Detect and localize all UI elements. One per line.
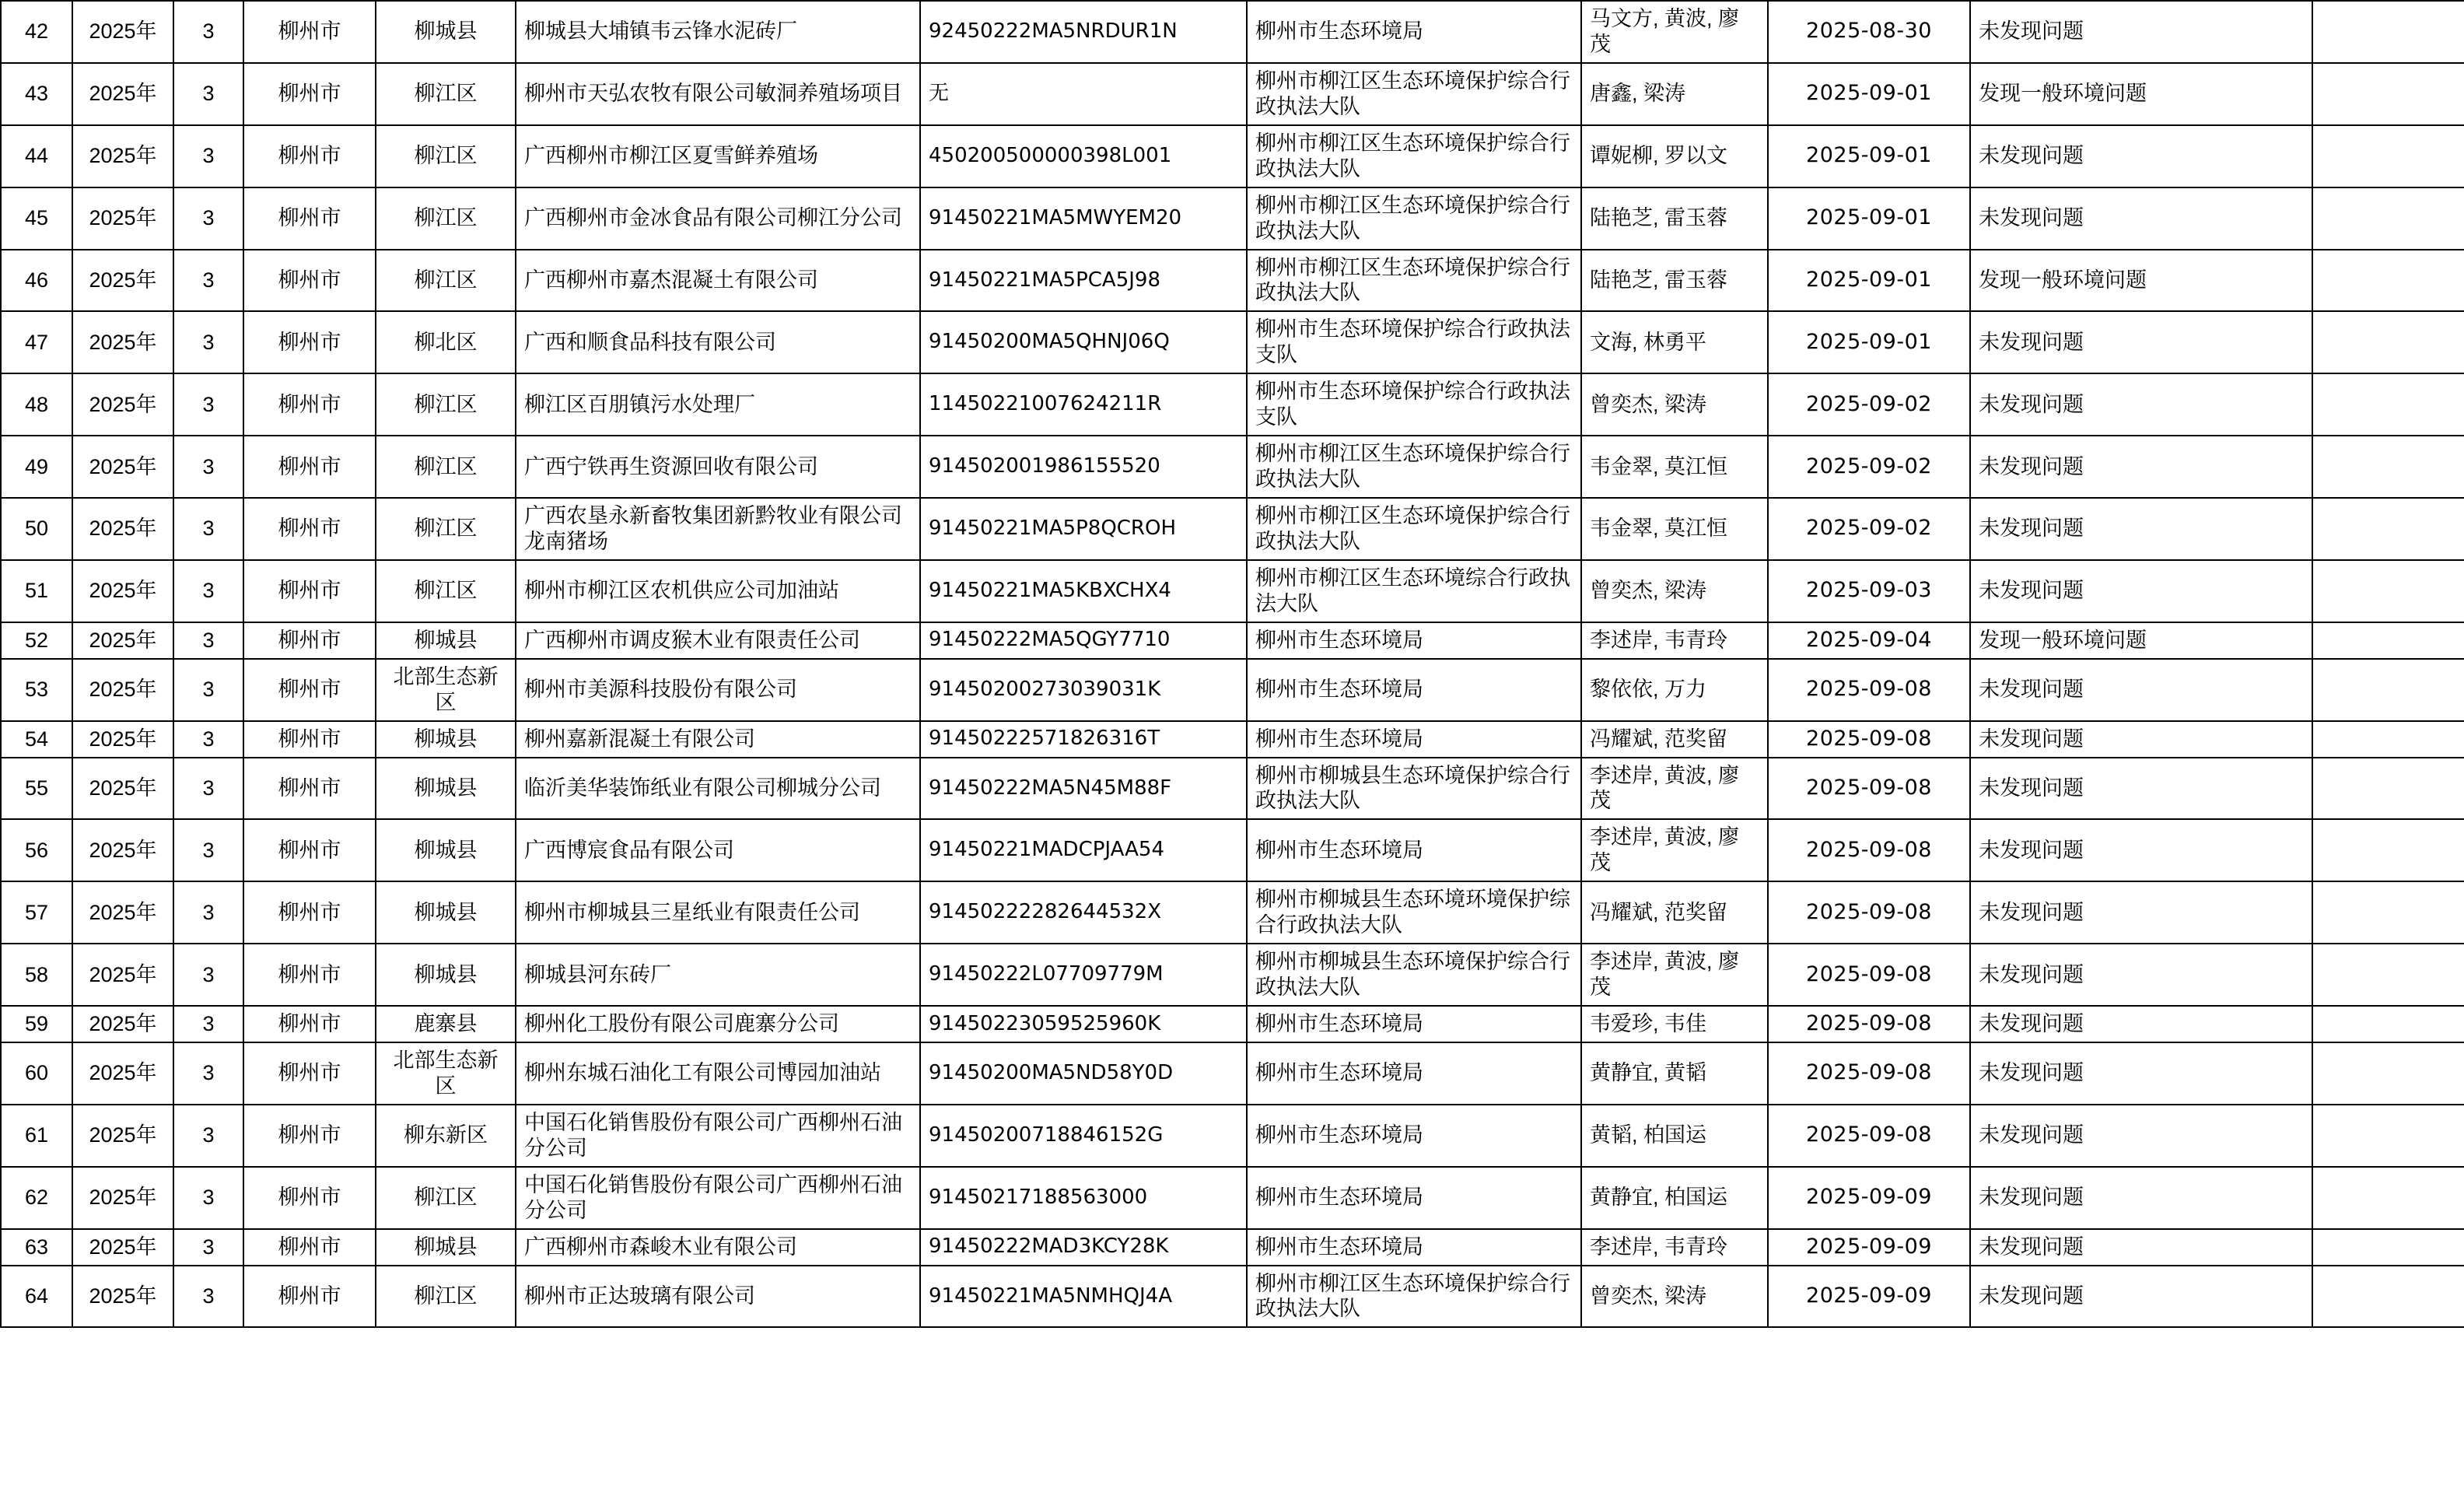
cell-enforcement-officers: 冯耀斌, 范奖留 — [1581, 721, 1768, 758]
cell-index: 52 — [1, 622, 72, 659]
cell-enterprise-name: 广西农垦永新畜牧集团新黔牧业有限公司龙南猪场 — [516, 498, 920, 560]
cell-inspection-date: 2025-09-08 — [1768, 1105, 1970, 1167]
cell-enterprise-name: 广西柳州市调皮猴木业有限责任公司 — [516, 622, 920, 659]
cell-enforcement-officers: 李述岸, 黄波, 廖茂 — [1581, 758, 1768, 820]
cell-year: 2025年 — [72, 1266, 173, 1328]
cell-inspection-date: 2025-09-09 — [1768, 1229, 1970, 1266]
cell-index: 60 — [1, 1042, 72, 1105]
cell-district: 柳江区 — [376, 498, 516, 560]
cell-quarter: 3 — [173, 721, 243, 758]
cell-remark — [2312, 758, 2464, 820]
cell-enforcement-officers: 黄静宜, 黄韬 — [1581, 1042, 1768, 1105]
cell-remark — [2312, 250, 2464, 312]
cell-inspection-date: 2025-09-08 — [1768, 659, 1970, 721]
cell-remark — [2312, 63, 2464, 125]
cell-enforcement-officers: 曾奕杰, 梁涛 — [1581, 560, 1768, 622]
cell-year: 2025年 — [72, 560, 173, 622]
cell-credit-code: 92450222MA5NRDUR1N — [920, 1, 1247, 63]
cell-year: 2025年 — [72, 758, 173, 820]
cell-inspection-result: 未发现问题 — [1970, 311, 2312, 373]
cell-inspection-result: 未发现问题 — [1970, 187, 2312, 250]
cell-city: 柳州市 — [243, 1042, 376, 1105]
cell-year: 2025年 — [72, 436, 173, 498]
cell-inspection-date: 2025-09-09 — [1768, 1167, 1970, 1229]
cell-city: 柳州市 — [243, 311, 376, 373]
cell-district: 柳城县 — [376, 944, 516, 1006]
cell-index: 57 — [1, 881, 72, 944]
table-row — [1, 187, 2464, 250]
cell-inspection-date: 2025-09-08 — [1768, 1006, 1970, 1042]
cell-index: 47 — [1, 311, 72, 373]
cell-district: 柳东新区 — [376, 1105, 516, 1167]
cell-enforcement-officers: 李述岸, 韦青玲 — [1581, 1229, 1768, 1266]
cell-city: 柳州市 — [243, 659, 376, 721]
cell-enterprise-name: 临沂美华装饰纸业有限公司柳城分公司 — [516, 758, 920, 820]
cell-index: 44 — [1, 125, 72, 187]
cell-index: 59 — [1, 1006, 72, 1042]
cell-enterprise-name: 柳州市正达玻璃有限公司 — [516, 1266, 920, 1328]
cell-inspection-result: 发现一般环境问题 — [1970, 622, 2312, 659]
cell-enforcement-officers: 曾奕杰, 梁涛 — [1581, 1266, 1768, 1328]
table-row — [1, 758, 2464, 820]
cell-district: 柳江区 — [376, 125, 516, 187]
cell-credit-code: 91450222282644532X — [920, 881, 1247, 944]
cell-enforcement-officers: 唐鑫, 梁涛 — [1581, 63, 1768, 125]
cell-quarter: 3 — [173, 560, 243, 622]
cell-inspection-result: 未发现问题 — [1970, 1, 2312, 63]
cell-inspection-result: 未发现问题 — [1970, 373, 2312, 436]
cell-inspection-date: 2025-09-08 — [1768, 881, 1970, 944]
cell-year: 2025年 — [72, 373, 173, 436]
cell-quarter: 3 — [173, 311, 243, 373]
cell-district: 北部生态新区 — [376, 659, 516, 721]
cell-enforcement-org: 柳州市柳江区生态环境综合行政执法大队 — [1247, 560, 1581, 622]
cell-district: 柳江区 — [376, 560, 516, 622]
cell-enforcement-officers: 黄静宜, 柏国运 — [1581, 1167, 1768, 1229]
cell-enterprise-name: 广西柳州市金冰食品有限公司柳江分公司 — [516, 187, 920, 250]
table-row — [1, 944, 2464, 1006]
cell-enforcement-org: 柳州市生态环境局 — [1247, 721, 1581, 758]
cell-district: 柳江区 — [376, 1167, 516, 1229]
cell-district: 鹿寨县 — [376, 1006, 516, 1042]
cell-credit-code: 91450222L07709779M — [920, 944, 1247, 1006]
cell-remark — [2312, 1229, 2464, 1266]
cell-enforcement-org: 柳州市柳江区生态环境保护综合行政执法大队 — [1247, 436, 1581, 498]
cell-index: 53 — [1, 659, 72, 721]
cell-enforcement-officers: 陆艳芝, 雷玉蓉 — [1581, 187, 1768, 250]
cell-year: 2025年 — [72, 819, 173, 881]
cell-credit-code: 91450200273039031K — [920, 659, 1247, 721]
cell-remark — [2312, 819, 2464, 881]
cell-inspection-date: 2025-09-01 — [1768, 311, 1970, 373]
cell-enterprise-name: 柳州东城石油化工有限公司博园加油站 — [516, 1042, 920, 1105]
cell-city: 柳州市 — [243, 373, 376, 436]
cell-credit-code: 91450200MA5QHNJ06Q — [920, 311, 1247, 373]
cell-quarter: 3 — [173, 498, 243, 560]
cell-inspection-result: 未发现问题 — [1970, 1006, 2312, 1042]
cell-enterprise-name: 柳州市美源科技股份有限公司 — [516, 659, 920, 721]
cell-credit-code: 91450222MA5QGY7710 — [920, 622, 1247, 659]
cell-inspection-result: 未发现问题 — [1970, 1105, 2312, 1167]
cell-city: 柳州市 — [243, 819, 376, 881]
cell-quarter: 3 — [173, 373, 243, 436]
cell-credit-code: 91450221MADCPJAA54 — [920, 819, 1247, 881]
cell-enforcement-officers: 文海, 林勇平 — [1581, 311, 1768, 373]
cell-inspection-result: 未发现问题 — [1970, 436, 2312, 498]
cell-credit-code: 91450221MA5P8QCROH — [920, 498, 1247, 560]
cell-quarter: 3 — [173, 659, 243, 721]
cell-district: 柳江区 — [376, 63, 516, 125]
cell-index: 58 — [1, 944, 72, 1006]
cell-district: 柳北区 — [376, 311, 516, 373]
cell-index: 64 — [1, 1266, 72, 1328]
cell-credit-code: 91450221MA5MWYEM20 — [920, 187, 1247, 250]
cell-enterprise-name: 柳州市柳江区农机供应公司加油站 — [516, 560, 920, 622]
cell-year: 2025年 — [72, 622, 173, 659]
cell-credit-code: 91450221MA5NMHQJ4A — [920, 1266, 1247, 1328]
cell-enforcement-officers: 马文方, 黄波, 廖茂 — [1581, 1, 1768, 63]
cell-enforcement-officers: 李述岸, 韦青玲 — [1581, 622, 1768, 659]
cell-enforcement-org: 柳州市柳江区生态环境保护综合行政执法大队 — [1247, 63, 1581, 125]
cell-credit-code: 914502001986155520 — [920, 436, 1247, 498]
cell-city: 柳州市 — [243, 125, 376, 187]
cell-inspection-result: 未发现问题 — [1970, 498, 2312, 560]
cell-enforcement-org: 柳州市生态环境局 — [1247, 1167, 1581, 1229]
cell-year: 2025年 — [72, 187, 173, 250]
cell-district: 北部生态新区 — [376, 1042, 516, 1105]
cell-year: 2025年 — [72, 250, 173, 312]
cell-remark — [2312, 1105, 2464, 1167]
cell-year: 2025年 — [72, 311, 173, 373]
table-row — [1, 250, 2464, 312]
cell-year: 2025年 — [72, 1105, 173, 1167]
cell-quarter: 3 — [173, 881, 243, 944]
cell-enterprise-name: 中国石化销售股份有限公司广西柳州石油分公司 — [516, 1167, 920, 1229]
cell-enforcement-officers: 韦金翠, 莫江恒 — [1581, 498, 1768, 560]
cell-enforcement-org: 柳州市生态环境保护综合行政执法支队 — [1247, 373, 1581, 436]
cell-year: 2025年 — [72, 1042, 173, 1105]
cell-inspection-date: 2025-09-03 — [1768, 560, 1970, 622]
cell-quarter: 3 — [173, 187, 243, 250]
cell-enterprise-name: 广西博宸食品有限公司 — [516, 819, 920, 881]
cell-inspection-result: 未发现问题 — [1970, 1266, 2312, 1328]
cell-year: 2025年 — [72, 63, 173, 125]
cell-credit-code: 91450221MA5KBXCHX4 — [920, 560, 1247, 622]
cell-quarter: 3 — [173, 758, 243, 820]
cell-inspection-result: 发现一般环境问题 — [1970, 63, 2312, 125]
cell-remark — [2312, 498, 2464, 560]
cell-city: 柳州市 — [243, 721, 376, 758]
cell-quarter: 3 — [173, 622, 243, 659]
cell-remark — [2312, 659, 2464, 721]
cell-enforcement-org: 柳州市生态环境局 — [1247, 622, 1581, 659]
cell-enterprise-name: 柳州化工股份有限公司鹿寨分公司 — [516, 1006, 920, 1042]
cell-inspection-date: 2025-09-08 — [1768, 819, 1970, 881]
cell-enforcement-org: 柳州市生态环境局 — [1247, 1105, 1581, 1167]
cell-credit-code: 91450222MAD3KCY28K — [920, 1229, 1247, 1266]
cell-year: 2025年 — [72, 944, 173, 1006]
cell-city: 柳州市 — [243, 1167, 376, 1229]
cell-year: 2025年 — [72, 881, 173, 944]
cell-remark — [2312, 560, 2464, 622]
cell-credit-code: 91450217188563000 — [920, 1167, 1247, 1229]
cell-district: 柳城县 — [376, 819, 516, 881]
cell-enforcement-officers: 李述岸, 黄波, 廖茂 — [1581, 944, 1768, 1006]
table-row — [1, 1, 2464, 63]
table-row — [1, 1229, 2464, 1266]
cell-remark — [2312, 1, 2464, 63]
cell-city: 柳州市 — [243, 187, 376, 250]
cell-enforcement-org: 柳州市柳江区生态环境保护综合行政执法大队 — [1247, 1266, 1581, 1328]
cell-enforcement-officers: 曾奕杰, 梁涛 — [1581, 373, 1768, 436]
cell-remark — [2312, 125, 2464, 187]
cell-inspection-date: 2025-09-02 — [1768, 498, 1970, 560]
cell-enforcement-org: 柳州市生态环境局 — [1247, 659, 1581, 721]
cell-index: 48 — [1, 373, 72, 436]
cell-remark — [2312, 1266, 2464, 1328]
cell-inspection-result: 未发现问题 — [1970, 125, 2312, 187]
cell-district: 柳城县 — [376, 721, 516, 758]
table-row — [1, 436, 2464, 498]
cell-quarter: 3 — [173, 1, 243, 63]
cell-inspection-date: 2025-09-01 — [1768, 250, 1970, 312]
cell-quarter: 3 — [173, 63, 243, 125]
cell-year: 2025年 — [72, 125, 173, 187]
cell-index: 56 — [1, 819, 72, 881]
cell-remark — [2312, 373, 2464, 436]
cell-city: 柳州市 — [243, 881, 376, 944]
cell-enforcement-org: 柳州市生态环境局 — [1247, 819, 1581, 881]
cell-district: 柳城县 — [376, 1229, 516, 1266]
cell-quarter: 3 — [173, 1105, 243, 1167]
cell-inspection-result: 未发现问题 — [1970, 1042, 2312, 1105]
cell-inspection-date: 2025-09-04 — [1768, 622, 1970, 659]
cell-enforcement-officers: 谭妮柳, 罗以文 — [1581, 125, 1768, 187]
cell-district: 柳城县 — [376, 881, 516, 944]
cell-remark — [2312, 187, 2464, 250]
cell-remark — [2312, 1167, 2464, 1229]
cell-credit-code: 无 — [920, 63, 1247, 125]
table-row — [1, 560, 2464, 622]
cell-quarter: 3 — [173, 125, 243, 187]
cell-district: 柳城县 — [376, 622, 516, 659]
cell-index: 55 — [1, 758, 72, 820]
cell-district: 柳城县 — [376, 758, 516, 820]
cell-inspection-result: 未发现问题 — [1970, 1167, 2312, 1229]
cell-remark — [2312, 721, 2464, 758]
cell-enterprise-name: 柳州市天弘农牧有限公司敏洞养殖场项目 — [516, 63, 920, 125]
cell-index: 51 — [1, 560, 72, 622]
table-row — [1, 498, 2464, 560]
cell-inspection-date: 2025-09-08 — [1768, 758, 1970, 820]
table-row — [1, 881, 2464, 944]
cell-quarter: 3 — [173, 1266, 243, 1328]
cell-city: 柳州市 — [243, 1006, 376, 1042]
cell-index: 63 — [1, 1229, 72, 1266]
cell-inspection-result: 未发现问题 — [1970, 881, 2312, 944]
cell-enforcement-org: 柳州市柳江区生态环境保护综合行政执法大队 — [1247, 498, 1581, 560]
cell-enforcement-org: 柳州市柳江区生态环境保护综合行政执法大队 — [1247, 187, 1581, 250]
cell-credit-code: 91450222MA5N45M88F — [920, 758, 1247, 820]
cell-inspection-date: 2025-09-02 — [1768, 436, 1970, 498]
table-row — [1, 819, 2464, 881]
cell-remark — [2312, 881, 2464, 944]
cell-enforcement-officers: 黎依依, 万力 — [1581, 659, 1768, 721]
cell-enforcement-officers: 黄韬, 柏国运 — [1581, 1105, 1768, 1167]
cell-year: 2025年 — [72, 1229, 173, 1266]
cell-enforcement-org: 柳州市柳城县生态环境保护综合行政执法大队 — [1247, 944, 1581, 1006]
cell-credit-code: 450200500000398L001 — [920, 125, 1247, 187]
table-row — [1, 373, 2464, 436]
table-row — [1, 659, 2464, 721]
table-row — [1, 1006, 2464, 1042]
cell-enforcement-org: 柳州市柳江区生态环境保护综合行政执法大队 — [1247, 250, 1581, 312]
table-row — [1, 311, 2464, 373]
cell-enforcement-org: 柳州市生态环境局 — [1247, 1042, 1581, 1105]
cell-district: 柳江区 — [376, 373, 516, 436]
cell-city: 柳州市 — [243, 63, 376, 125]
table-row — [1, 1105, 2464, 1167]
cell-quarter: 3 — [173, 1229, 243, 1266]
cell-city: 柳州市 — [243, 1105, 376, 1167]
cell-inspection-date: 2025-09-01 — [1768, 187, 1970, 250]
cell-inspection-date: 2025-08-30 — [1768, 1, 1970, 63]
cell-inspection-date: 2025-09-08 — [1768, 944, 1970, 1006]
cell-city: 柳州市 — [243, 944, 376, 1006]
cell-enforcement-org: 柳州市生态环境保护综合行政执法支队 — [1247, 311, 1581, 373]
cell-inspection-date: 2025-09-01 — [1768, 125, 1970, 187]
table-row — [1, 622, 2464, 659]
cell-enterprise-name: 广西柳州市森峻木业有限公司 — [516, 1229, 920, 1266]
cell-year: 2025年 — [72, 1, 173, 63]
cell-city: 柳州市 — [243, 1, 376, 63]
cell-inspection-result: 发现一般环境问题 — [1970, 250, 2312, 312]
cell-enterprise-name: 广西柳州市柳江区夏雪鲜养殖场 — [516, 125, 920, 187]
cell-index: 42 — [1, 1, 72, 63]
cell-credit-code: 91450222571826316T — [920, 721, 1247, 758]
cell-enforcement-officers: 陆艳芝, 雷玉蓉 — [1581, 250, 1768, 312]
cell-inspection-result: 未发现问题 — [1970, 659, 2312, 721]
table-row — [1, 1042, 2464, 1105]
cell-year: 2025年 — [72, 1006, 173, 1042]
cell-district: 柳城县 — [376, 1, 516, 63]
cell-index: 45 — [1, 187, 72, 250]
cell-quarter: 3 — [173, 1167, 243, 1229]
cell-enforcement-org: 柳州市柳江区生态环境保护综合行政执法大队 — [1247, 125, 1581, 187]
cell-enforcement-officers: 韦爱珍, 韦佳 — [1581, 1006, 1768, 1042]
cell-credit-code: 91450200718846152G — [920, 1105, 1247, 1167]
table-row — [1, 721, 2464, 758]
cell-index: 49 — [1, 436, 72, 498]
cell-inspection-date: 2025-09-09 — [1768, 1266, 1970, 1328]
cell-index: 50 — [1, 498, 72, 560]
cell-enterprise-name: 广西柳州市嘉杰混凝土有限公司 — [516, 250, 920, 312]
cell-enterprise-name: 中国石化销售股份有限公司广西柳州石油分公司 — [516, 1105, 920, 1167]
cell-remark — [2312, 311, 2464, 373]
cell-year: 2025年 — [72, 498, 173, 560]
cell-enforcement-org: 柳州市生态环境局 — [1247, 1229, 1581, 1266]
cell-enterprise-name: 广西宁铁再生资源回收有限公司 — [516, 436, 920, 498]
cell-remark — [2312, 436, 2464, 498]
cell-index: 43 — [1, 63, 72, 125]
cell-enterprise-name: 广西和顺食品科技有限公司 — [516, 311, 920, 373]
cell-credit-code: 91450223059525960K — [920, 1006, 1247, 1042]
cell-enterprise-name: 柳江区百朋镇污水处理厂 — [516, 373, 920, 436]
cell-district: 柳江区 — [376, 250, 516, 312]
cell-remark — [2312, 1042, 2464, 1105]
table-row — [1, 1266, 2464, 1328]
table-row — [1, 1167, 2464, 1229]
cell-enforcement-org: 柳州市柳城县生态环境环境保护综合行政执法大队 — [1247, 881, 1581, 944]
cell-inspection-date: 2025-09-01 — [1768, 63, 1970, 125]
cell-quarter: 3 — [173, 250, 243, 312]
cell-city: 柳州市 — [243, 436, 376, 498]
table-row — [1, 125, 2464, 187]
cell-city: 柳州市 — [243, 622, 376, 659]
table-row — [1, 63, 2464, 125]
cell-inspection-result: 未发现问题 — [1970, 1229, 2312, 1266]
cell-inspection-date: 2025-09-02 — [1768, 373, 1970, 436]
cell-city: 柳州市 — [243, 1229, 376, 1266]
cell-inspection-result: 未发现问题 — [1970, 560, 2312, 622]
cell-enforcement-org: 柳州市生态环境局 — [1247, 1, 1581, 63]
cell-quarter: 3 — [173, 1006, 243, 1042]
cell-remark — [2312, 622, 2464, 659]
cell-index: 46 — [1, 250, 72, 312]
cell-enforcement-officers: 韦金翠, 莫江恒 — [1581, 436, 1768, 498]
cell-credit-code: 91450200MA5ND58Y0D — [920, 1042, 1247, 1105]
cell-inspection-result: 未发现问题 — [1970, 944, 2312, 1006]
cell-district: 柳江区 — [376, 436, 516, 498]
cell-inspection-result: 未发现问题 — [1970, 758, 2312, 820]
cell-city: 柳州市 — [243, 560, 376, 622]
cell-enforcement-org: 柳州市柳城县生态环境保护综合行政执法大队 — [1247, 758, 1581, 820]
cell-credit-code: 11450221007624211R — [920, 373, 1247, 436]
cell-index: 61 — [1, 1105, 72, 1167]
cell-year: 2025年 — [72, 721, 173, 758]
cell-index: 62 — [1, 1167, 72, 1229]
cell-city: 柳州市 — [243, 498, 376, 560]
cell-city: 柳州市 — [243, 758, 376, 820]
cell-inspection-result: 未发现问题 — [1970, 721, 2312, 758]
cell-enterprise-name: 柳州嘉新混凝土有限公司 — [516, 721, 920, 758]
cell-enforcement-officers: 冯耀斌, 范奖留 — [1581, 881, 1768, 944]
cell-city: 柳州市 — [243, 250, 376, 312]
cell-inspection-result: 未发现问题 — [1970, 819, 2312, 881]
cell-district: 柳江区 — [376, 187, 516, 250]
cell-credit-code: 91450221MA5PCA5J98 — [920, 250, 1247, 312]
cell-district: 柳江区 — [376, 1266, 516, 1328]
cell-index: 54 — [1, 721, 72, 758]
cell-quarter: 3 — [173, 436, 243, 498]
cell-enterprise-name: 柳州市柳城县三星纸业有限责任公司 — [516, 881, 920, 944]
cell-inspection-date: 2025-09-08 — [1768, 1042, 1970, 1105]
cell-quarter: 3 — [173, 1042, 243, 1105]
cell-quarter: 3 — [173, 819, 243, 881]
cell-remark — [2312, 1006, 2464, 1042]
cell-year: 2025年 — [72, 1167, 173, 1229]
cell-enterprise-name: 柳城县河东砖厂 — [516, 944, 920, 1006]
cell-enterprise-name: 柳城县大埔镇韦云锋水泥砖厂 — [516, 1, 920, 63]
cell-inspection-date: 2025-09-08 — [1768, 721, 1970, 758]
cell-enforcement-org: 柳州市生态环境局 — [1247, 1006, 1581, 1042]
cell-year: 2025年 — [72, 659, 173, 721]
cell-enforcement-officers: 李述岸, 黄波, 廖茂 — [1581, 819, 1768, 881]
cell-city: 柳州市 — [243, 1266, 376, 1328]
cell-quarter: 3 — [173, 944, 243, 1006]
cell-remark — [2312, 944, 2464, 1006]
